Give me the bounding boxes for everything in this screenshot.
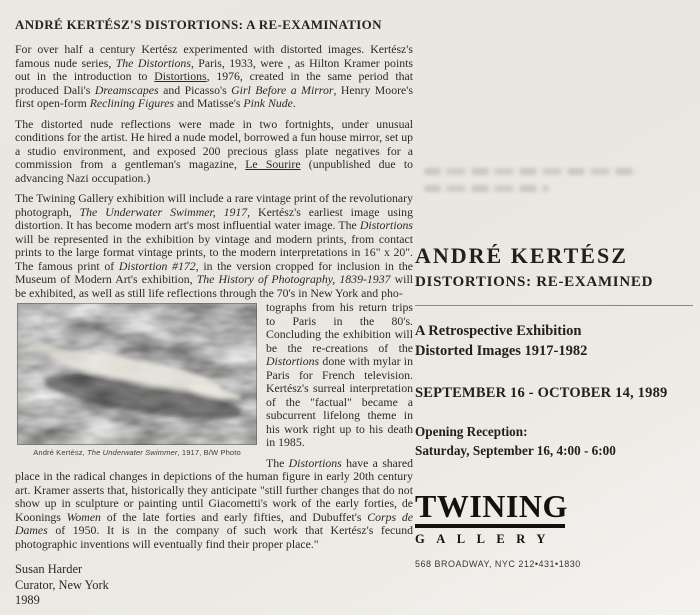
gallery-logo-word: GALLERY xyxy=(415,532,557,546)
bleed-through-text xyxy=(424,168,639,202)
exhibition-dates: SEPTEMBER 16 - OCTOBER 14, 1989 xyxy=(415,385,668,401)
article-column xyxy=(15,17,413,609)
reception-info xyxy=(415,423,693,460)
reception-time: Saturday, September 16, 4:00 - 6:00 xyxy=(415,442,616,458)
gallery-address: 568 BROADWAY, NYC 212•431•1830 xyxy=(415,559,581,569)
gallery-logo-name: TWINING xyxy=(415,488,568,524)
images-line: Distorted Images 1917-1982 xyxy=(415,343,588,359)
reception-label: Opening Reception: xyxy=(415,424,528,439)
photo-caption: André Kertész, The Underwater Swimmer, 1917, B/W Photo xyxy=(33,448,241,457)
divider-rule xyxy=(415,305,693,306)
paragraph-2: The distorted nude reflections were made in two fortnights, under unusual conditions for the artist. He hired a nude model, borrowed a fun house mirror, set up a studio environment, and exposed 200 precious glass plate negatives for a commission from a gentleman's magazine, Le Sourire (unpublished due to advancing Nazi occupation.) xyxy=(15,116,413,185)
signature-name: Susan Harder xyxy=(15,562,83,576)
exhibition-title: DISTORTIONS: RE-EXAMINED xyxy=(415,274,654,290)
paragraph-1: For over half a century Kertész experimented with distorted images. Kertész's famous nude series, The Distortions, Paris, 1933, were , as Hilton Kramer points out in the introduction to Distortions, 1976, created in the same period that produced Dali's Dreamscapes and Picasso's Girl Before a Mirror, Henry Moore's first open-form Reclining Figures and Matisse's Pink Nude. xyxy=(15,42,414,110)
signature-year: 1989 xyxy=(15,593,40,607)
paragraph-4: The Distortions have a shared place in the radical changes in depictions of the human figure in early 20th century art. Kramer asserts that, historically they anticipate "still further changes that do not show up in sculpture or painting until Giacometti's work of the early forties, de Koonings Women of the late forties and early fifties, and Dubuffet's Corps de Dames of 1950. It is in the company of such work that Kertész's fecund photographic inventions will eventually find their proper place." xyxy=(15,455,413,551)
bleed-through-line xyxy=(424,168,639,175)
gallery-logo-bar xyxy=(415,524,565,528)
announcement-column xyxy=(415,243,693,569)
paragraph-3: The Twining Gallery exhibition will include a rare vintage print of the revolutionary photograph, The Underwater Swimmer, 1917, Kertész's earliest image using distortion. It has become modern art's most influential water image. The Distortions will be represented in the exhibition by vintage and modern prints, from contact prints to the large format vintage prints, to the modern interpretations in 16" x 20". The famous print of Distortion #172, in the version cropped for inclusion in the Museum of Modern Art's exhibition, The History of Photography, 1839-1937 will be exhibited, as well as still life reflections through the 70's in New York and pho- xyxy=(15,191,413,300)
exhibition-description xyxy=(415,321,693,361)
bleed-through-line xyxy=(424,185,549,192)
signature-block xyxy=(15,562,413,609)
signature-role: Curator, New York xyxy=(15,577,109,592)
twining-gallery-logo xyxy=(415,488,568,547)
artist-name: ANDRÉ KERTÉSZ xyxy=(415,243,628,268)
swimmer-figure xyxy=(17,303,257,457)
wrap-zone xyxy=(15,301,413,551)
article-headline: ANDRÉ KERTÉSZ'S DISTORTIONS: A RE-EXAMINATION xyxy=(15,17,382,32)
paragraph-3-continued: tographs from his return trips to Paris in the 80's. Concluding the exhibition will be the re-creations of the Distortions done with mylar in Paris for French television. Kertész's surreal interpretation of the "factual" became a subcurrent lifelong theme in his work right up to his death in 1985. xyxy=(266,300,413,449)
retrospective-line: A Retrospective Exhibition xyxy=(415,323,582,339)
underwater-swimmer-photo xyxy=(17,303,257,445)
